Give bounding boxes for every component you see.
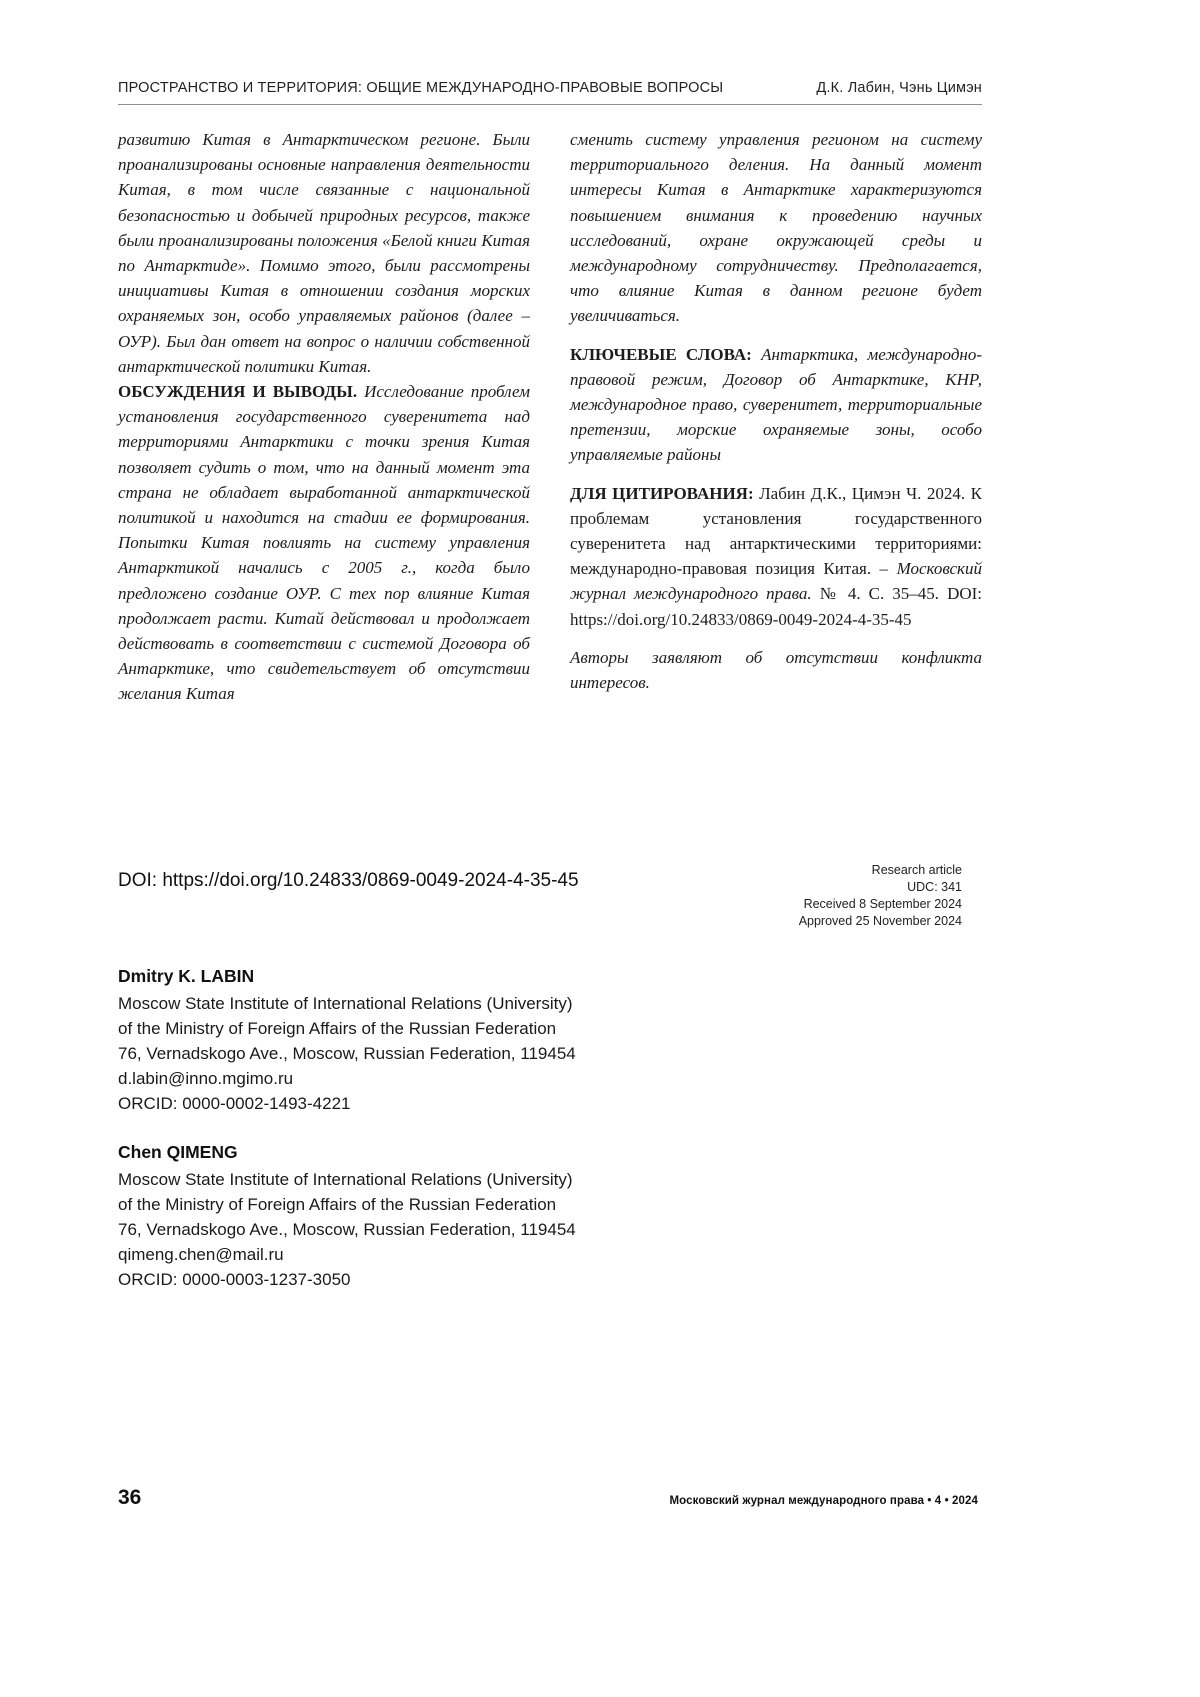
author-address: 76, Vernadskogo Ave., Moscow, Russian Federation, 119454 (118, 1220, 576, 1239)
citation-label: ДЛЯ ЦИТИРОВАНИЯ: (570, 483, 754, 503)
abstract-right-column (570, 127, 982, 707)
abstract-section (118, 127, 982, 707)
citation-journal-name: Московский журнал международного права. (570, 559, 982, 604)
article-meta-block (799, 862, 982, 930)
citation-paragraph (570, 481, 982, 632)
discussion-conclusions-text: Исследование проблем установления государственного суверенитета над территориями Антарктики с точки зрения Китая позволяет судить о том, что на данный момент эта страна не обладает выработанной антарктической политикой и находится на стадии ее формирования. Попытки Китая повлиять на систему управления Антарктикой начались с 2005 г., когда было предложено создание ОУР. С тех пор влияние Китая продолжает расти. Китай действовал и продолжает действовать в соответствии с системой Договора об Антарктике, что свидетельствует об отсутствии желания Китая (118, 382, 530, 704)
journal-footer-line: Московский журнал международного права • 4 • 2024 (669, 1495, 978, 1507)
discussion-conclusions-heading: ОБСУЖДЕНИЯ И ВЫВОДЫ. (118, 382, 358, 402)
author-block-1 (118, 966, 982, 1116)
keywords-text: Антарктика, международно-правовой режим, Договор об Антарктике, КНР, международное право, суверенитет, территориальные претензии, морские охраняемые зоны, особо управляемые районы (570, 344, 983, 465)
citation-text-2: № 4. С. 35–45. DOI: https://doi.org/10.24833/0869-0049-2024-4-35-45 (570, 584, 983, 629)
article-udc: UDC: 341 (907, 880, 962, 894)
author-orcid: ORCID: 0000-0003-1237-3050 (118, 1270, 351, 1289)
discussion-conclusions-paragraph (118, 379, 530, 707)
abstract-continuation-paragraph-2: сменить систему управления регионом на систему территориального деления. На данный момент интересы Китая в Антарктике характеризуются повышением внимания к проведению научных исследований, охране окружающей среды и международному сотрудничеству. Предполагается, что влияние Китая в данном регионе будет увеличиваться. (570, 130, 982, 326)
keywords-paragraph (570, 342, 982, 468)
citation-text-1: Лабин Д.К., Цимэн Ч. 2024. К проблемам установления государственного суверенитета над антарктическими территориями: международно-правовая позиция Китая. – (570, 483, 983, 579)
author-email[interactable]: qimeng.chen@mail.ru (118, 1245, 284, 1264)
running-head (118, 80, 982, 96)
author-name: Dmitry K. LABIN (118, 966, 255, 986)
page-number: 36 (118, 1486, 142, 1509)
author-block-2 (118, 1142, 982, 1292)
conflict-of-interest-statement: Авторы заявляют об отсутствии конфликта интересов. (570, 647, 982, 693)
author-address: 76, Vernadskogo Ave., Moscow, Russian Federation, 119454 (118, 1044, 576, 1063)
affiliation-line-1: Moscow State Institute of International Relations (University) (118, 1170, 573, 1189)
doi-row (118, 862, 982, 930)
doi-link[interactable]: DOI: https://doi.org/10.24833/0869-0049-2024-4-35-45 (118, 870, 579, 891)
author-email[interactable]: d.labin@inno.mgimo.ru (118, 1069, 294, 1088)
article-info-section (118, 862, 982, 1292)
article-type: Research article (871, 863, 962, 877)
author-name: Chen QIMENG (118, 1142, 238, 1162)
keywords-label: КЛЮЧЕВЫЕ СЛОВА: (570, 344, 752, 364)
article-approved-date: Approved 25 November 2024 (798, 914, 962, 928)
abstract-continuation-paragraph: развитию Китая в Антарктическом регионе. Были проанализированы основные направления деятельности Китая, в том числе связанные с национальной безопасностью и добычей природных ресурсов, также были проанализированы положения «Белой книги Китая по Антарктиде». Помимо этого, были рассмотрены инициативы Китая в отношении создания морских охраняемых зон, особо управляемых районов (далее – ОУР). Был дан ответ на вопрос о наличии собственной антарктической политики Китая. (118, 130, 530, 376)
header-divider (118, 104, 982, 105)
affiliation-line-2: of the Ministry of Foreign Affairs of the Russian Federation (118, 1195, 557, 1214)
affiliation-line-2: of the Ministry of Foreign Affairs of the Russian Federation (118, 1019, 557, 1038)
running-head-section-title: ПРОСТРАНСТВО И ТЕРРИТОРИЯ: ОБЩИЕ МЕЖДУНАРОДНО-ПРАВОВЫЕ ВОПРОСЫ (118, 80, 724, 96)
running-head-authors: Д.К. Лабин, Чэнь Цимэн (816, 80, 982, 96)
affiliation-line-1: Moscow State Institute of International Relations (University) (118, 994, 573, 1013)
page-footer (118, 1486, 978, 1510)
abstract-left-column (118, 127, 530, 707)
article-received-date: Received 8 September 2024 (803, 897, 962, 911)
author-orcid: ORCID: 0000-0002-1493-4221 (118, 1094, 351, 1113)
